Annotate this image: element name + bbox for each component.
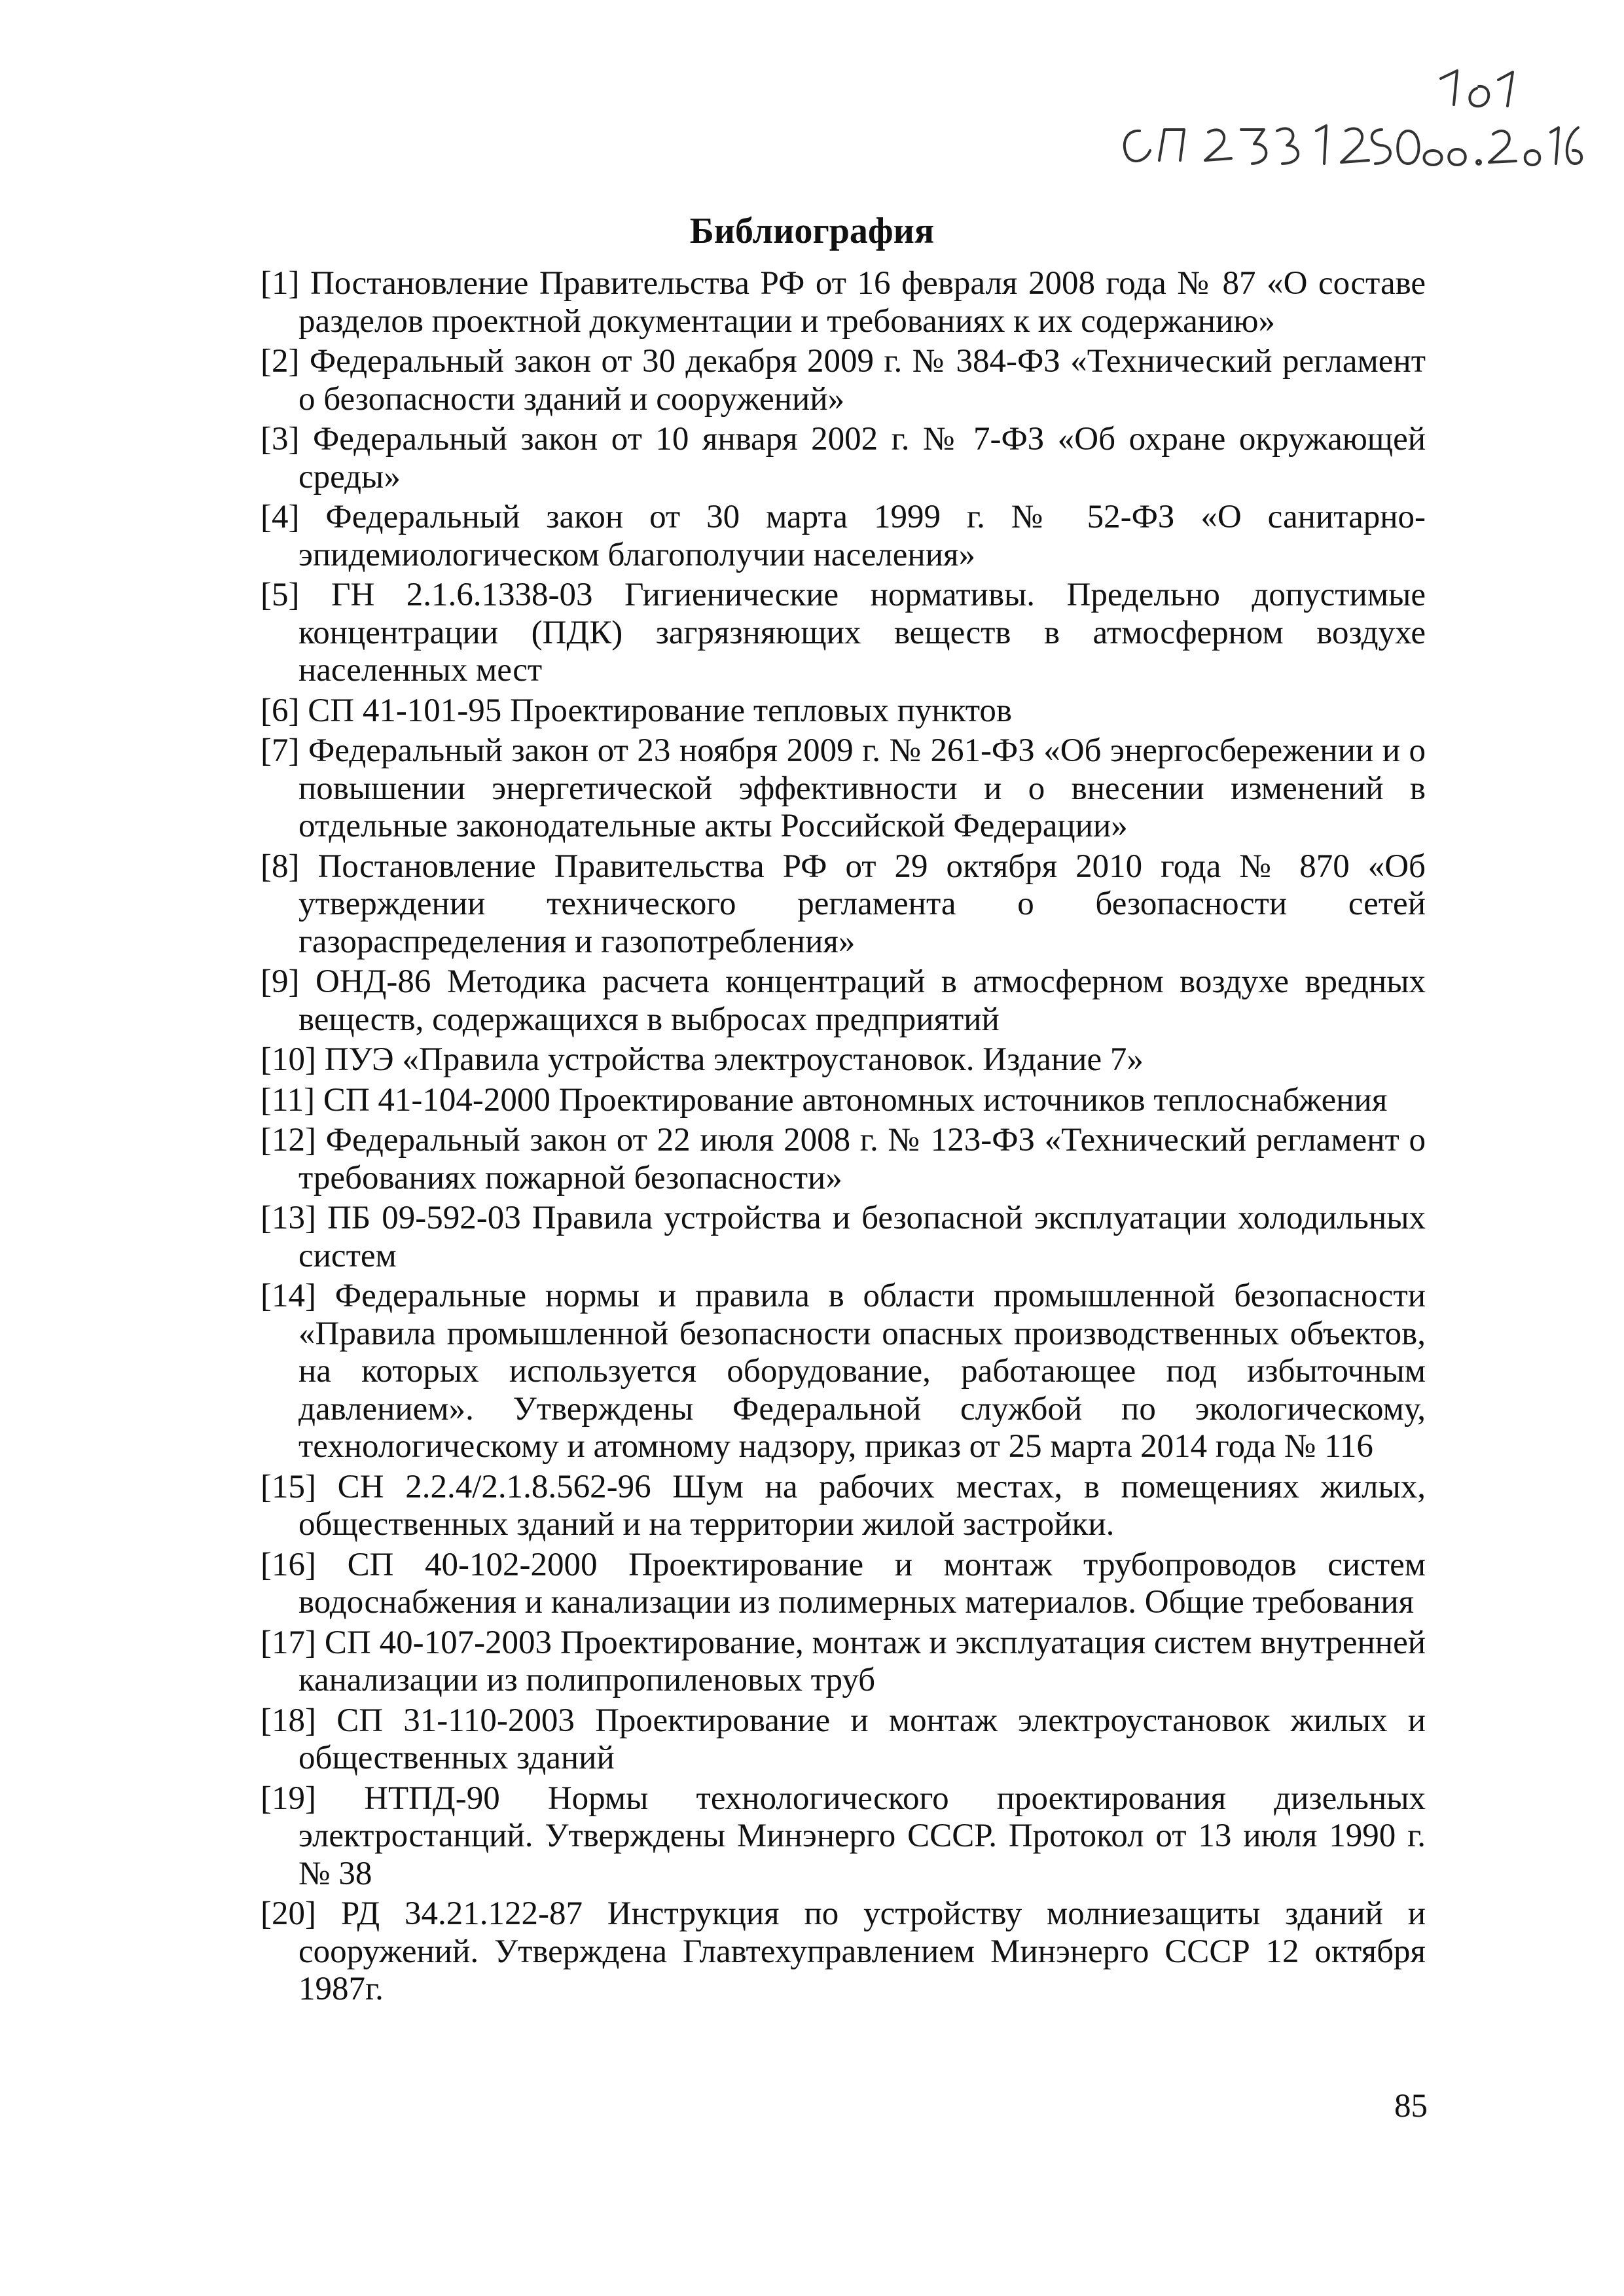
bibliography-entry — [261, 1041, 1426, 1079]
entry-number: [8] — [261, 848, 300, 885]
entry-text: Федеральный закон от 10 января 2002 г. № 7-ФЗ «Об охране окружающей среды» — [298, 421, 1426, 495]
bibliography-entry — [261, 692, 1426, 730]
entry-text: Федеральный закон от 23 ноября 2009 г. № 261-ФЗ «Об энергосбережении и о повышении энергетической эффективности и о внесении изменений в отдельные законодательные акты Российской Федерации» — [298, 732, 1426, 844]
entry-text: ГН 2.1.6.1338-03 Гигиенические нормативы. Предельно допустимые концентрации (ПДК) загрязняющих веществ в атмосферном воздухе населенных мест — [298, 577, 1426, 689]
bibliography-entry — [261, 1469, 1426, 1544]
entry-number: [5] — [261, 577, 300, 613]
entry-text: НТПД-90 Нормы технологического проектирования дизельных электростанций. Утверждены Минэнерго СССР. Протокол от 13 июля 1990 г. № 38 — [298, 1780, 1426, 1892]
entry-text: ОНД-86 Методика расчета концентраций в атмосферном воздухе вредных веществ, содержащихся в выбросах предприятий — [298, 963, 1426, 1038]
entry-text: СН 2.2.4/2.1.8.562-96 Шум на рабочих местах, в помещениях жилых, общественных зданий и на территории жилой застройки. — [298, 1468, 1426, 1543]
bibliography-entry — [261, 1895, 1426, 2009]
entry-number: [9] — [261, 963, 300, 1000]
entry-text: СП 40-102-2000 Проектирование и монтаж трубопроводов систем водоснабжения и канализации из полимерных материалов. Общие требования — [298, 1546, 1426, 1621]
handwritten-annotation — [1100, 52, 1585, 177]
entry-text: Постановление Правительства РФ от 16 февраля 2008 года № 87 «О составе разделов проектной документации и требованиях к их содержанию» — [298, 265, 1426, 340]
bibliography-entry — [261, 265, 1426, 340]
entry-number: [18] — [261, 1702, 316, 1739]
entry-text: СП 41-101-95 Проектирование тепловых пунктов — [308, 692, 1012, 729]
entry-text: Федеральный закон от 22 июля 2008 г. № 123-ФЗ «Технический регламент о требованиях пожарной безопасности» — [298, 1122, 1426, 1196]
bibliography-entry — [261, 1200, 1426, 1275]
entry-number: [20] — [261, 1895, 316, 1932]
entry-text: РД 34.21.122-87 Инструкция по устройству молниезащиты зданий и сооружений. Утверждена Главтехуправлением Минэнерго СССР 12 октября 1987г. — [298, 1895, 1426, 2007]
entry-text: СП 40-107-2003 Проектирование, монтаж и эксплуатация систем внутренней канализации из полипропиленовых труб — [298, 1624, 1426, 1698]
entry-number: [16] — [261, 1546, 316, 1583]
page-number: 85 — [1394, 2088, 1428, 2125]
entry-number: [15] — [261, 1468, 316, 1505]
entry-number: [17] — [261, 1624, 316, 1661]
page-title: Библиография — [689, 211, 935, 251]
entry-number: [4] — [261, 499, 300, 535]
bibliography-list — [261, 265, 1426, 2011]
bibliography-entry — [261, 343, 1426, 418]
entry-text: Федеральные нормы и правила в области промышленной безопасности «Правила промышленной безопасности опасных производственных объектов, на которых используется оборудование, работающее под избыточным давлением». Утверждены Федеральной службой по экологическому, технологическому и атомному надзору, приказ от 25 марта 2014 года № 116 — [298, 1278, 1426, 1465]
entry-number: [13] — [261, 1200, 316, 1236]
entry-text: Постановление Правительства РФ от 29 октября 2010 года № 870 «Об утверждении технического регламента о безопасности сетей газораспределения и газопотребления» — [298, 848, 1426, 960]
bibliography-entry — [261, 963, 1426, 1039]
bibliography-entry — [261, 1122, 1426, 1197]
bibliography-entry — [261, 421, 1426, 496]
bibliography-entry — [261, 1702, 1426, 1778]
entry-number: [12] — [261, 1122, 316, 1158]
entry-number: [11] — [261, 1081, 316, 1119]
entry-text: Федеральный закон от 30 марта 1999 г. № 52-ФЗ «О санитарно-эпидемиологическом благополучии населения» — [298, 499, 1426, 573]
bibliography-entry — [261, 1780, 1426, 1893]
svg-text:СП 253.1325800.2016: СП 253.1325800.2016 — [1100, 52, 1107, 53]
bibliography-entry — [261, 1082, 1426, 1120]
bibliography-entry — [261, 499, 1426, 574]
entry-number: [3] — [261, 421, 300, 457]
bibliography-entry — [261, 732, 1426, 846]
bibliography-entry — [261, 1547, 1426, 1622]
entry-text: СП 31-110-2003 Проектирование и монтаж электроустановок жилых и общественных зданий — [298, 1702, 1426, 1776]
entry-number: [10] — [261, 1041, 316, 1078]
bibliography-entry — [261, 848, 1426, 961]
entry-number: [1] — [261, 265, 300, 302]
entry-text: Федеральный закон от 30 декабря 2009 г. № 384-ФЗ «Технический регламент о безопасности зданий и сооружений» — [298, 343, 1426, 418]
bibliography-entry — [261, 577, 1426, 690]
entry-text: ПУЭ «Правила устройства электроустановок. Издание 7» — [324, 1041, 1144, 1078]
entry-text: СП 41-104-2000 Проектирование автономных источников теплоснабжения — [323, 1081, 1388, 1119]
entry-number: [14] — [261, 1278, 316, 1314]
entry-number: [19] — [261, 1780, 316, 1817]
entry-number: [2] — [261, 343, 300, 380]
bibliography-entry — [261, 1278, 1426, 1466]
bibliography-entry — [261, 1624, 1426, 1700]
entry-number: [7] — [261, 732, 300, 769]
entry-number: [6] — [261, 692, 300, 729]
entry-text: ПБ 09-592-03 Правила устройства и безопасной эксплуатации холодильных систем — [298, 1200, 1426, 1274]
